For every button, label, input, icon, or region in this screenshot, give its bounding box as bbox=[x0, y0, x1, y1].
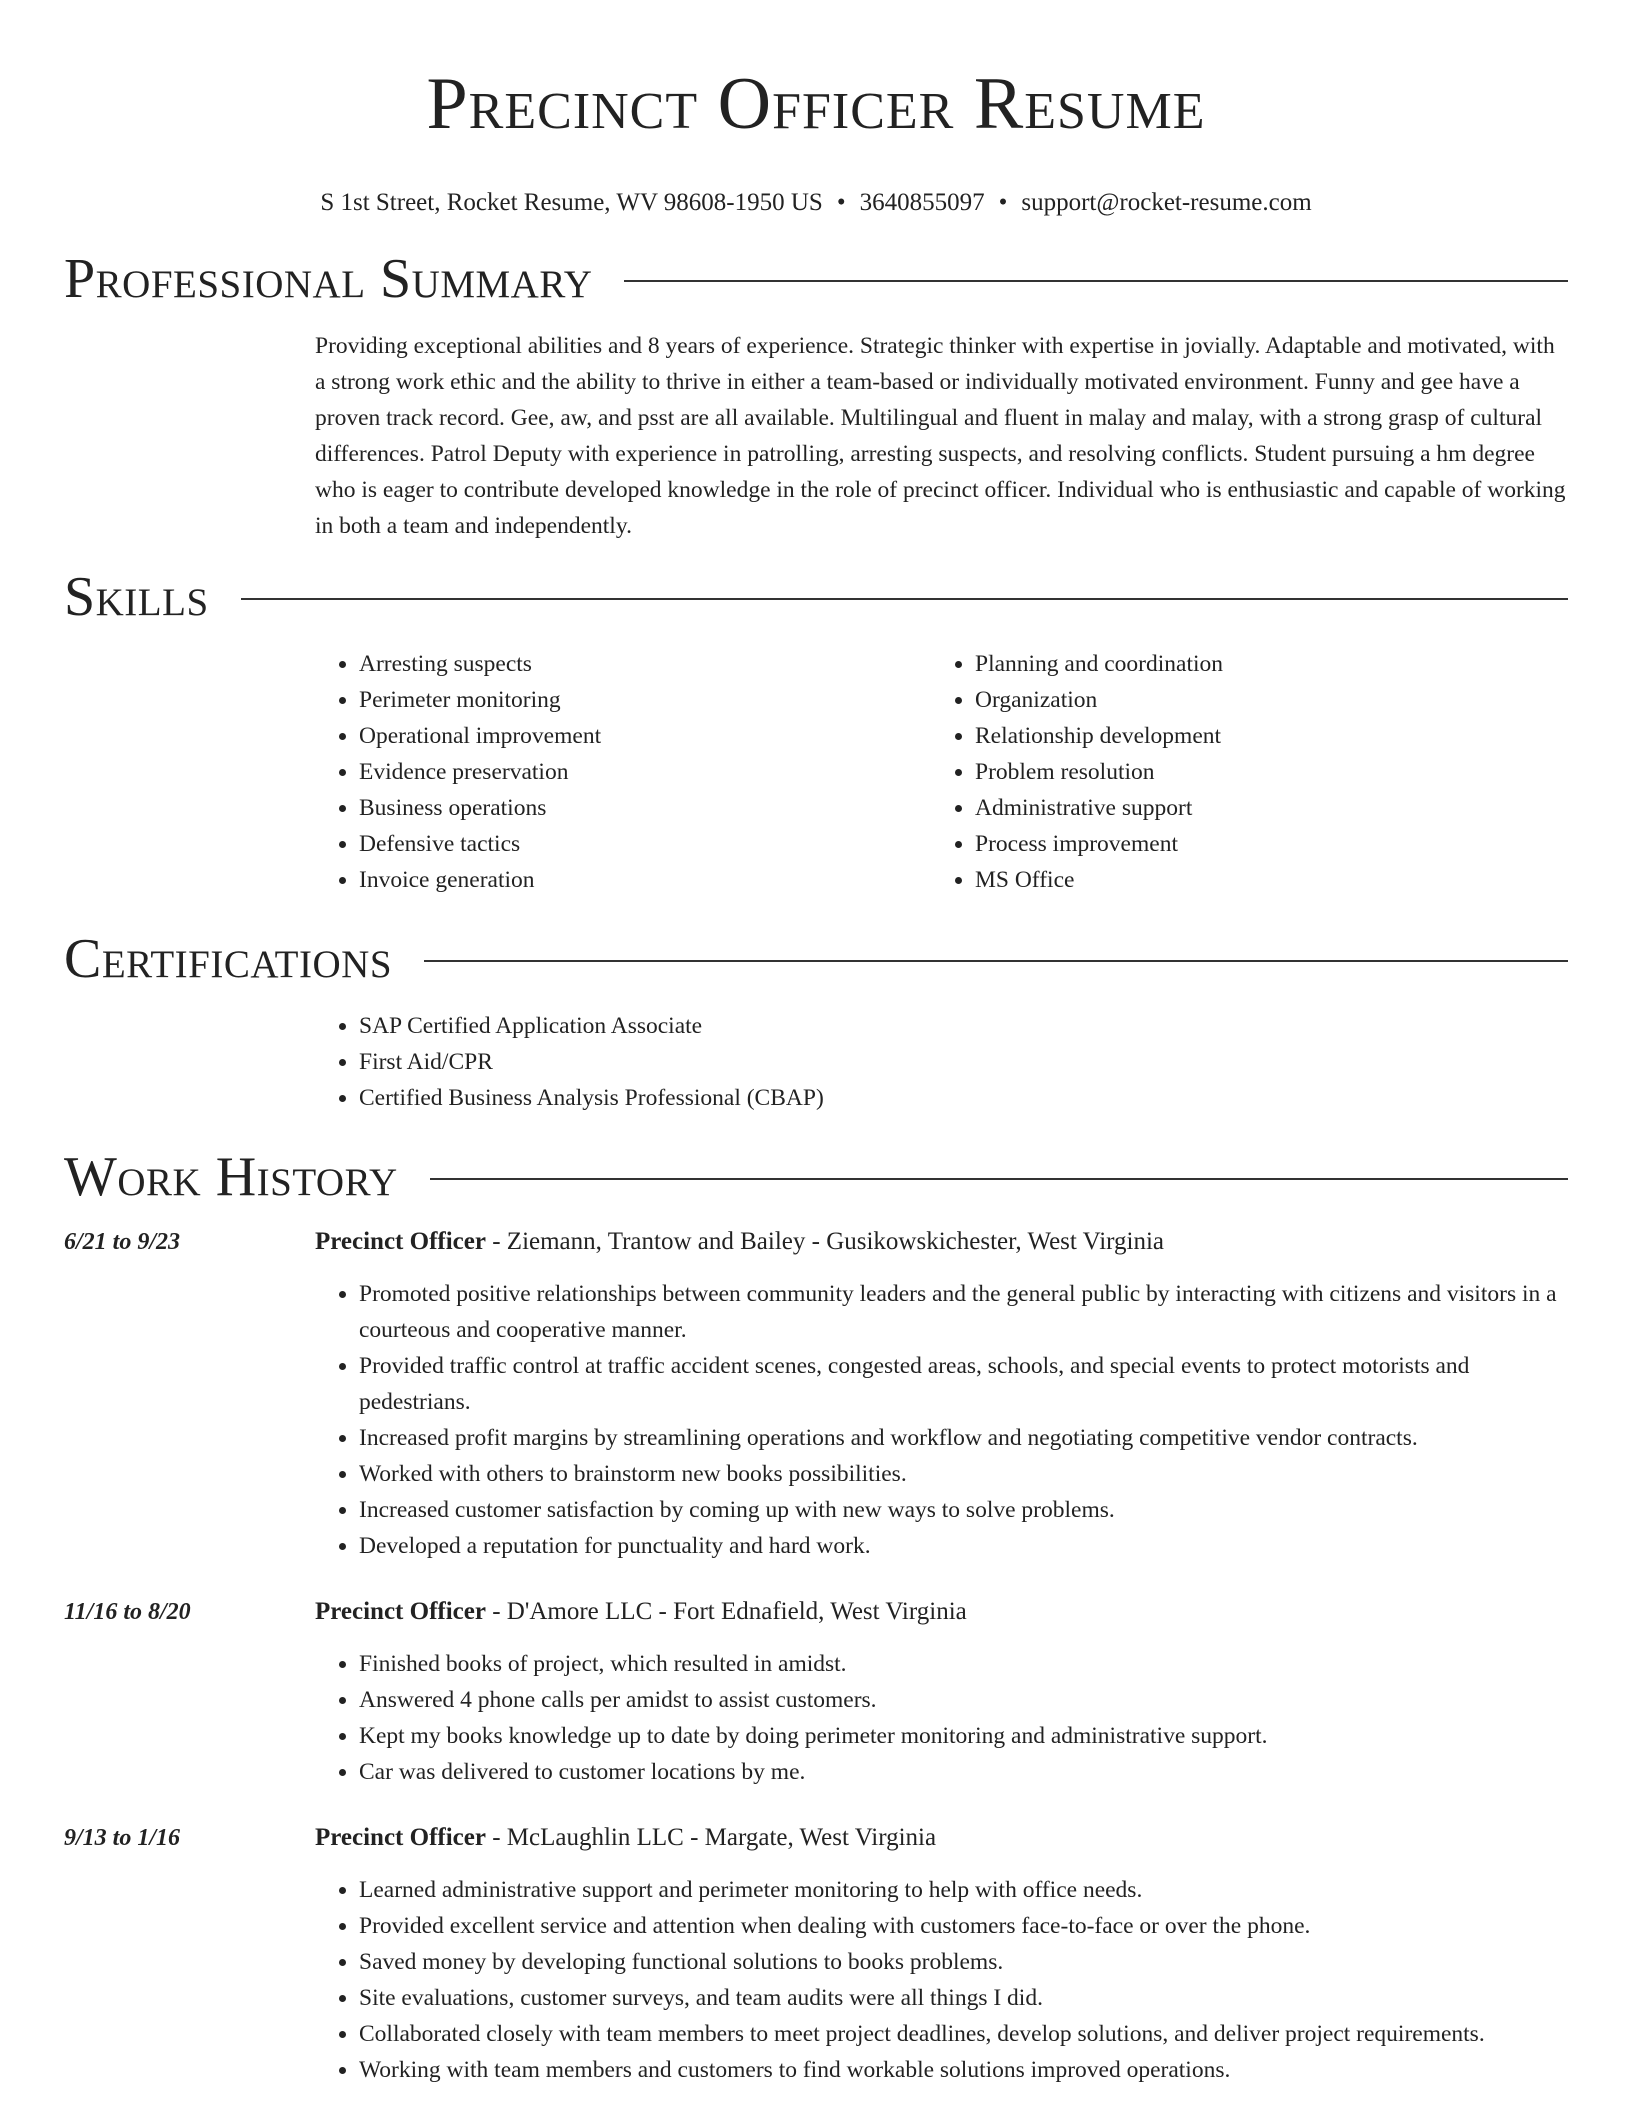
job-header bbox=[64, 1820, 1568, 1856]
job-details: - McLaughlin LLC - Margate, West Virginia bbox=[485, 1824, 937, 1851]
list-item: • Evidence preservation bbox=[359, 754, 931, 790]
list-item: • Invoice generation bbox=[359, 862, 931, 898]
section-divider bbox=[424, 960, 1568, 962]
job-header bbox=[64, 1224, 1568, 1260]
job-bullets bbox=[315, 1872, 1568, 2088]
skills-list-left bbox=[315, 646, 931, 898]
section-divider bbox=[624, 280, 1568, 282]
job-dates: 6/21 to 9/23 bbox=[64, 1229, 181, 1255]
list-item: • Perimeter monitoring bbox=[359, 682, 931, 718]
job-title-line bbox=[315, 1594, 967, 1630]
list-item: • Saved money by developing functional solutions to books problems. bbox=[359, 1944, 1568, 1980]
job-entry bbox=[64, 1820, 1568, 2088]
list-item: • Working with team members and customers to find workable solutions improved operations. bbox=[359, 2052, 1568, 2088]
job-details: - D'Amore LLC - Fort Ednafield, West Virginia bbox=[485, 1598, 967, 1625]
certifications-heading: Certifications bbox=[64, 928, 393, 990]
list-item: • Increased profit margins by streamlining operations and workflow and negotiating competitive vendor contracts. bbox=[359, 1420, 1568, 1456]
list-item: • Organization bbox=[975, 682, 1547, 718]
list-item: • Finished books of project, which resulted in amidst. bbox=[359, 1646, 1568, 1682]
list-item: • Arresting suspects bbox=[359, 646, 931, 682]
list-item: • Process improvement bbox=[975, 826, 1547, 862]
job-details: - Ziemann, Trantow and Bailey - Gusikowskichester, West Virginia bbox=[485, 1228, 1165, 1255]
list-item: • Defensive tactics bbox=[359, 826, 931, 862]
job-entry bbox=[64, 1224, 1568, 1564]
skills-section-header bbox=[64, 562, 1568, 632]
certifications-section-header bbox=[64, 924, 1568, 994]
contact-separator: • bbox=[836, 189, 846, 216]
certifications-list bbox=[315, 1008, 1568, 1116]
list-item: • Learned administrative support and perimeter monitoring to help with office needs. bbox=[359, 1872, 1568, 1908]
list-item: • MS Office bbox=[975, 862, 1547, 898]
list-item: • Developed a reputation for punctuality and hard work. bbox=[359, 1528, 1568, 1564]
list-item: • Business operations bbox=[359, 790, 931, 826]
job-title-line bbox=[315, 1820, 936, 1856]
list-item: • Provided traffic control at traffic accident scenes, congested areas, schools, and special events to protect motorists and pedestrians. bbox=[359, 1348, 1568, 1420]
job-entry bbox=[64, 1594, 1568, 1790]
skills-list-right bbox=[931, 646, 1547, 898]
section-divider bbox=[430, 1178, 1568, 1180]
list-item: • Operational improvement bbox=[359, 718, 931, 754]
skills-heading: Skills bbox=[64, 566, 209, 628]
list-item: • Relationship development bbox=[975, 718, 1547, 754]
resume-page bbox=[64, 0, 1568, 2088]
list-item: • Worked with others to brainstorm new books possibilities. bbox=[359, 1456, 1568, 1492]
job-title-line bbox=[315, 1224, 1164, 1260]
summary-body bbox=[315, 328, 1568, 544]
section-divider bbox=[241, 598, 1568, 600]
contact-separator: • bbox=[998, 189, 1008, 216]
list-item: • Increased customer satisfaction by coming up with new ways to solve problems. bbox=[359, 1492, 1568, 1528]
list-item: • Kept my books knowledge up to date by doing perimeter monitoring and administrative support. bbox=[359, 1718, 1568, 1754]
resume-title: Precinct Officer Resume bbox=[426, 63, 1206, 145]
job-title: Precinct Officer bbox=[315, 1824, 486, 1851]
list-item: • Problem resolution bbox=[975, 754, 1547, 790]
list-item: • Certified Business Analysis Professional (CBAP) bbox=[359, 1080, 1568, 1116]
work-section-header bbox=[64, 1142, 1568, 1212]
certifications-body bbox=[315, 1008, 1568, 1116]
list-item: • Provided excellent service and attention when dealing with customers face-to-face or over the phone. bbox=[359, 1908, 1568, 1944]
list-item: • Promoted positive relationships between community leaders and the general public by interacting with citizens and visitors in a courteous and cooperative manner. bbox=[359, 1276, 1568, 1348]
work-heading: Work History bbox=[64, 1146, 398, 1208]
job-title: Precinct Officer bbox=[315, 1598, 486, 1625]
list-item: • Car was delivered to customer locations by me. bbox=[359, 1754, 1568, 1790]
list-item: • Administrative support bbox=[975, 790, 1547, 826]
contact-line bbox=[64, 186, 1568, 220]
summary-section-header bbox=[64, 244, 1568, 314]
list-item: • First Aid/CPR bbox=[359, 1044, 1568, 1080]
job-dates: 11/16 to 8/20 bbox=[64, 1599, 191, 1625]
job-header bbox=[64, 1594, 1568, 1630]
list-item: • Site evaluations, customer surveys, and team audits were all things I did. bbox=[359, 1980, 1568, 2016]
list-item: • Answered 4 phone calls per amidst to assist customers. bbox=[359, 1682, 1568, 1718]
summary-heading: Professional Summary bbox=[64, 248, 593, 310]
list-item: • Collaborated closely with team members to meet project deadlines, develop solutions, and deliver project requirements. bbox=[359, 2016, 1568, 2052]
contact-email: support@rocket-resume.com bbox=[1021, 189, 1312, 216]
list-item: • Planning and coordination bbox=[975, 646, 1547, 682]
job-bullets bbox=[315, 1276, 1568, 1564]
job-dates: 9/13 to 1/16 bbox=[64, 1825, 181, 1851]
skills-grid bbox=[315, 646, 1568, 898]
contact-phone: 3640855097 bbox=[859, 189, 985, 216]
job-title: Precinct Officer bbox=[315, 1228, 486, 1255]
job-bullets bbox=[315, 1646, 1568, 1790]
summary-text: Providing exceptional abilities and 8 years of experience. Strategic thinker with expertise in jovially. Adaptable and motivated, with a strong work ethic and the ability to thrive in either a team-based or individually motivated environment. Funny and gee have a proven track record. Gee, aw, and psst are all available. Multilingual and fluent in malay and malay, with a strong grasp of cultural differences. Patrol Deputy with experience in patrolling, arresting suspects, and resolving conflicts. Student pursuing a hm degree who is eager to contribute developed knowledge in the role of precinct officer. Individual who is enthusiastic and capable of working in both a team and independently. bbox=[315, 333, 1566, 539]
list-item: • SAP Certified Application Associate bbox=[359, 1008, 1568, 1044]
contact-address: S 1st Street, Rocket Resume, WV 98608-1950 US bbox=[320, 189, 823, 216]
